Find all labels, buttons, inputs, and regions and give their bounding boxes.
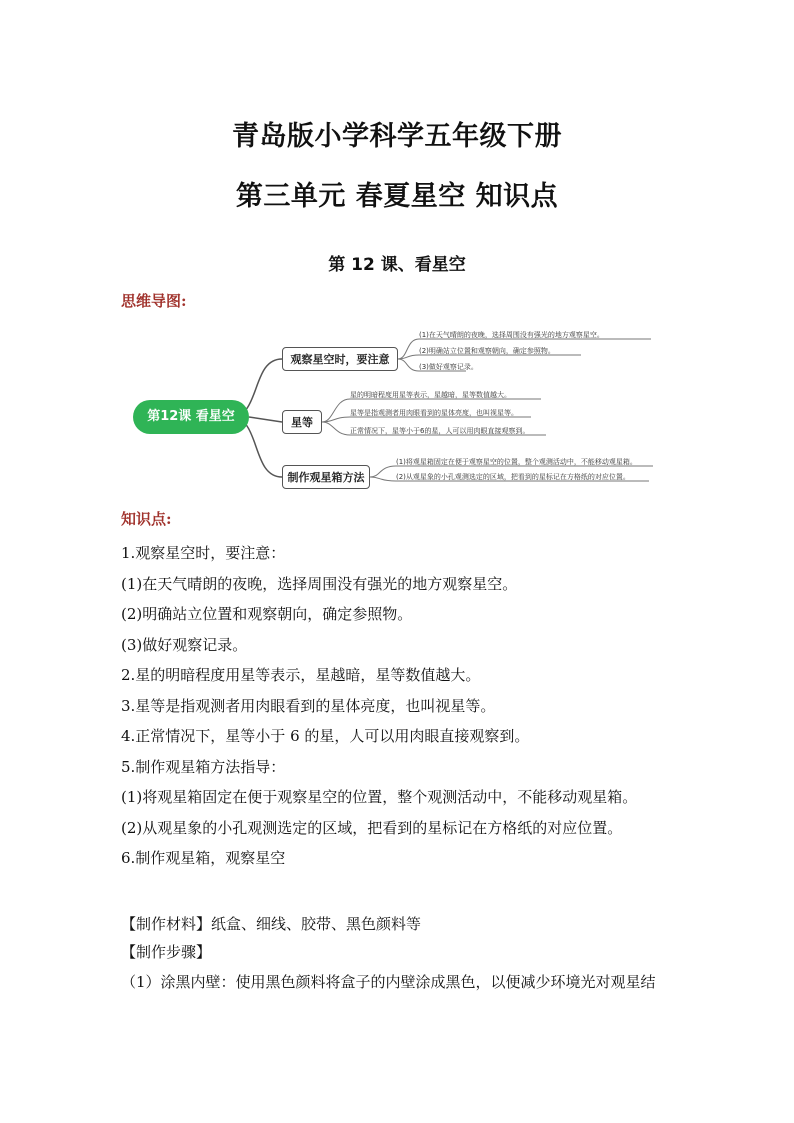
knowledge-line: 3.星等是指观测者用肉眼看到的星体亮度，也叫视星等。 <box>121 696 496 715</box>
mindmap-leaf: (3)做好观察记录。 <box>419 363 478 371</box>
mindmap <box>121 318 681 498</box>
mindmap-leaf: (2)从观星象的小孔观测选定的区域，把看到的星标记在方格纸的对应位置。 <box>396 473 630 481</box>
mindmap-branch-star-box: 制作观星箱方法 <box>282 465 370 489</box>
knowledge-line: 1.观察星空时，要注意： <box>121 544 286 562</box>
mindmap-leaf: (2)明确站立位置和观察朝向，确定参照物。 <box>419 347 555 355</box>
materials-line: 【制作材料】纸盒、细线、胶带、黑色颜料等 <box>121 915 422 933</box>
mindmap-leaf: 星的明暗程度用星等表示，星越暗，星等数值越大。 <box>350 391 511 399</box>
mindmap-branch-observation: 观察星空时，要注意 <box>282 347 398 371</box>
mindmap-leaf: 星等是指观测者用肉眼看到的星体亮度，也叫视星等。 <box>350 409 518 417</box>
knowledge-line: 6.制作观星箱，观察星空 <box>121 849 286 867</box>
knowledge-section-label: 知识点: <box>121 510 172 528</box>
knowledge-line: 4.正常情况下，星等小于 6 的星，人可以用肉眼直接观察到。 <box>121 727 530 745</box>
materials-section <box>121 910 421 966</box>
knowledge-line: (1)在天气晴朗的夜晚，选择周围没有强光的地方观察星空。 <box>121 574 518 593</box>
lesson-title: 第 12 课、看星空 <box>328 255 466 275</box>
mindmap-leaf: (1)将观星箱固定在便于观察星空的位置，整个观测活动中，不能移动观星箱。 <box>396 458 637 466</box>
mindmap-section-label: 思维导图: <box>121 292 187 310</box>
knowledge-line: 2.星的明暗程度用星等表示，星越暗，星等数值越大。 <box>121 666 481 684</box>
mindmap-leaf: 正常情况下，星等小于6的星，人可以用肉眼直接观察到。 <box>350 427 530 435</box>
mindmap-root: 第12课 看星空 <box>133 400 249 434</box>
knowledge-points <box>121 538 701 874</box>
knowledge-line: (2)从观星象的小孔观测选定的区域，把看到的星标记在方格纸的对应位置。 <box>121 818 623 837</box>
mindmap-leaf: (1)在天气晴朗的夜晚，选择周围没有强光的地方观察星空。 <box>419 331 604 339</box>
mindmap-branch-magnitude: 星等 <box>282 410 322 434</box>
knowledge-line: (2)明确站立位置和观察朝向，确定参照物。 <box>121 605 413 623</box>
unit-title: 第三单元 春夏星空 知识点 <box>235 181 559 212</box>
knowledge-line: (1)将观星箱固定在便于观察星空的位置，整个观测活动中，不能移动观星箱。 <box>121 788 638 806</box>
knowledge-line: 5.制作观星箱方法指导： <box>121 757 286 776</box>
steps-label: 【制作步骤】 <box>121 943 212 961</box>
step-1: （1）涂黑内壁：使用黑色颜料将盒子的内壁涂成黑色，以便减少环境光对观星结 <box>121 973 656 991</box>
knowledge-line: (3)做好观察记录。 <box>121 635 248 654</box>
document-title: 青岛版小学科学五年级下册 <box>232 121 562 152</box>
